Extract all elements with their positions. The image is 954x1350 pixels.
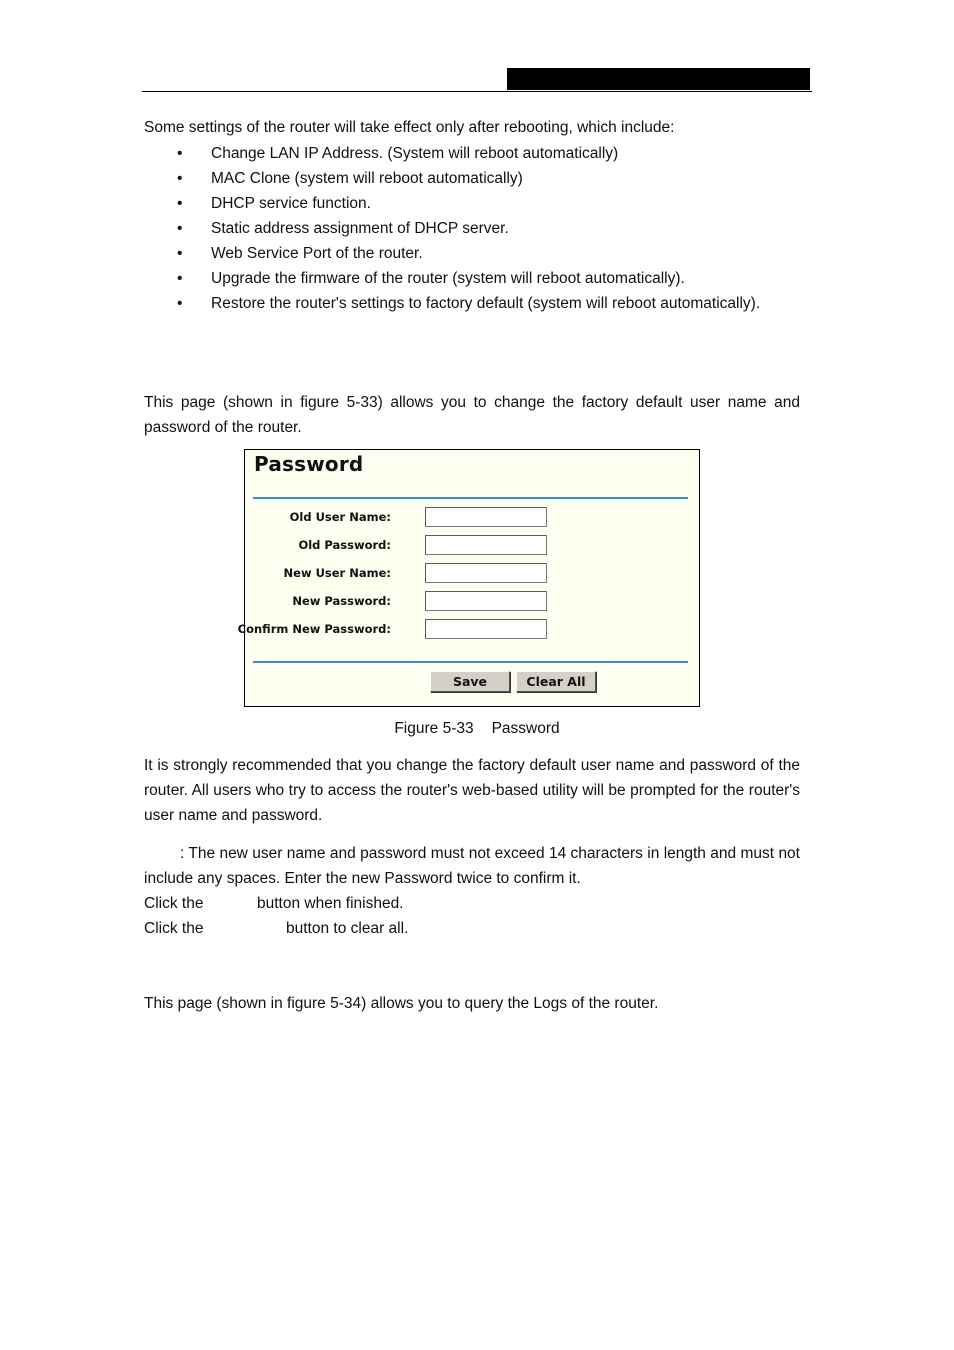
list-item: • Restore the router's settings to factory default (system will reboot automatically). xyxy=(144,291,800,316)
old-user-name-label: Old User Name: xyxy=(289,510,391,524)
figure-title: Password xyxy=(254,452,364,476)
list-item: • MAC Clone (system will reboot automatically) xyxy=(144,166,800,191)
header-bar xyxy=(507,68,810,90)
bullet-icon: • xyxy=(177,145,183,162)
log-intro: This page (shown in figure 5-34) allows you to query the Logs of the router. xyxy=(144,995,659,1012)
bullet-icon: • xyxy=(177,170,183,187)
new-password-input[interactable] xyxy=(425,591,547,611)
bullet-icon: • xyxy=(177,270,183,287)
figure-top-rule xyxy=(253,497,688,499)
list-item: • Change LAN IP Address. (System will reboot automatically) xyxy=(144,141,800,166)
header-rule xyxy=(142,91,812,92)
note-text: : The new user name and password must not exceed 14 characters in length and must not include any spaces. Enter the new Password twice to confirm it. xyxy=(144,845,800,887)
confirm-password-input[interactable] xyxy=(425,619,547,639)
figure-bottom-rule xyxy=(253,661,688,663)
list-item: • DHCP service function. xyxy=(144,191,800,216)
bullet-icon: • xyxy=(177,220,183,237)
old-password-row xyxy=(245,535,699,557)
confirm-password-row xyxy=(237,619,699,641)
list-item: • Upgrade the firmware of the router (system will reboot automatically). xyxy=(144,266,800,291)
reboot-settings-list xyxy=(144,141,800,316)
old-password-label: Old Password: xyxy=(298,538,391,552)
click-clear-prefix: Click the xyxy=(144,920,204,937)
list-item: • Web Service Port of the router. xyxy=(144,241,800,266)
new-user-name-input[interactable] xyxy=(425,563,547,583)
click-save-prefix: Click the xyxy=(144,895,204,912)
clear-all-button[interactable]: Clear All xyxy=(516,671,596,692)
caption-number: Figure 5-33 xyxy=(394,720,474,737)
caption-title: Password xyxy=(491,720,560,737)
click-save-suffix: button when finished. xyxy=(257,895,404,912)
old-password-input[interactable] xyxy=(425,535,547,555)
figure-caption xyxy=(0,716,954,741)
save-button[interactable]: Save xyxy=(430,671,510,692)
password-figure xyxy=(237,449,700,707)
new-user-name-label: New User Name: xyxy=(283,566,391,580)
password-intro: This page (shown in figure 5-33) allows you to change the factory default user name and password of the router. xyxy=(144,394,800,436)
new-password-label: New Password: xyxy=(292,594,391,608)
bullet-icon: • xyxy=(177,245,183,262)
old-user-name-input[interactable] xyxy=(425,507,547,527)
old-user-name-row xyxy=(245,507,699,529)
click-clear-suffix: button to clear all. xyxy=(286,920,409,937)
new-user-name-row xyxy=(245,563,699,585)
bullet-icon: • xyxy=(177,195,183,212)
intro-text: Some settings of the router will take effect only after rebooting, which include: xyxy=(144,119,675,136)
recommend-text: It is strongly recommended that you change the factory default user name and password of the router. All users who try to access the router's web-based utility will be prompted for the router's user name and password. xyxy=(144,757,800,824)
confirm-password-label: Confirm New Password: xyxy=(237,622,391,636)
list-item: • Static address assignment of DHCP server. xyxy=(144,216,800,241)
bullet-icon: • xyxy=(177,295,183,312)
new-password-row xyxy=(245,591,699,613)
